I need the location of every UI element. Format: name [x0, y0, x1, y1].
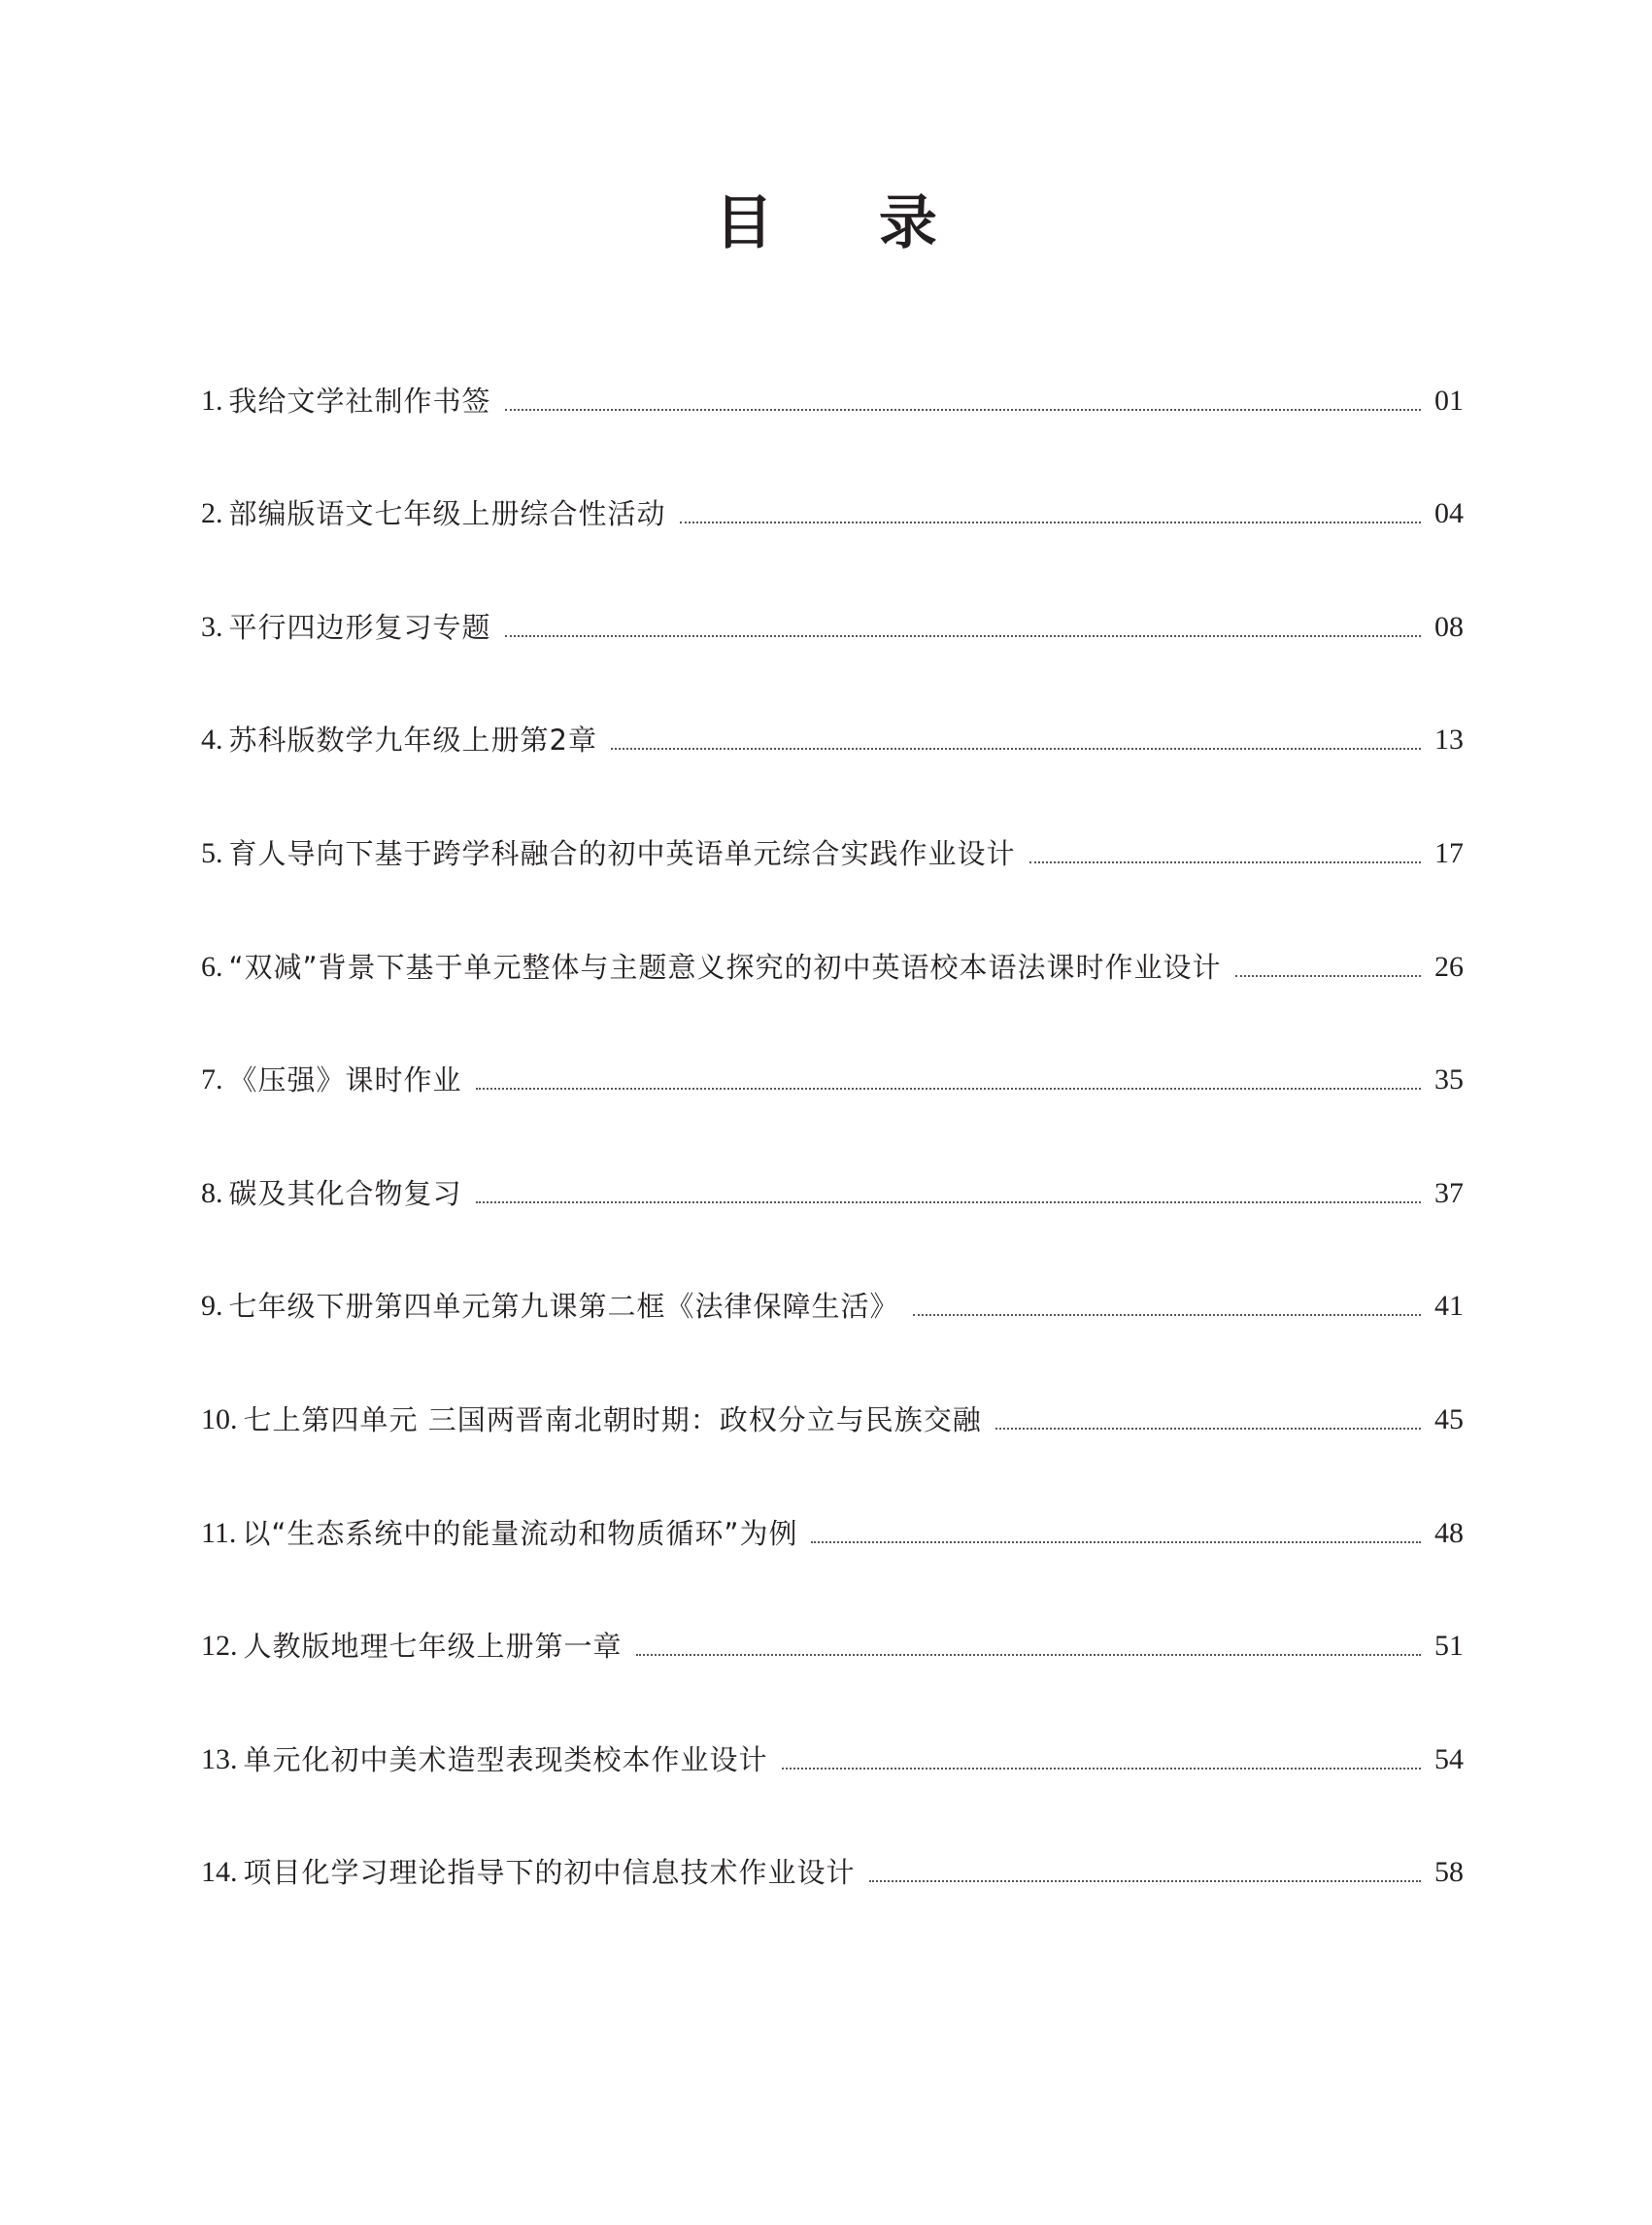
entry-title: 《压强》课时作业 [228, 1063, 462, 1097]
entry-title: 苏科版数学九年级上册第2章 [228, 724, 597, 758]
entry-title: 七上第四单元 三国两晋南北朝时期：政权分立与民族交融 [243, 1402, 982, 1436]
toc-entry[interactable] [201, 993, 1464, 1106]
toc-entry[interactable] [201, 1785, 1464, 1899]
entry-page-number: 08 [1434, 610, 1464, 643]
entry-number: 12. [201, 1630, 238, 1663]
toc-entry[interactable] [201, 1671, 1464, 1785]
dot-leader [636, 1654, 1421, 1656]
entry-title: 平行四边形复习专题 [228, 610, 491, 644]
entry-number: 4. [201, 724, 223, 757]
page-title: 目 录 [715, 189, 980, 257]
entry-title: 人教版地理七年级上册第一章 [243, 1630, 623, 1664]
entry-number: 8. [201, 1176, 223, 1209]
toc-entry[interactable] [201, 1559, 1464, 1672]
entry-number: 10. [201, 1402, 238, 1435]
toc-entry[interactable] [201, 1332, 1464, 1445]
entry-number: 13. [201, 1742, 238, 1775]
entry-number: 1. [201, 384, 223, 417]
entry-page-number: 13 [1434, 724, 1464, 757]
entry-title: 碳及其化合物复习 [228, 1176, 462, 1210]
dot-leader [811, 1541, 1421, 1543]
entry-title: 单元化初中美术造型表现类校本作业设计 [243, 1742, 768, 1776]
entry-page-number: 04 [1434, 497, 1464, 530]
dot-leader [782, 1768, 1421, 1770]
entry-page-number: 51 [1434, 1630, 1464, 1663]
dot-leader [995, 1428, 1421, 1430]
toc-entry[interactable] [201, 1445, 1464, 1559]
dot-leader [680, 522, 1421, 523]
toc-entry[interactable] [201, 653, 1464, 766]
entry-number: 5. [201, 836, 223, 869]
entry-title: 部编版语文七年级上册综合性活动 [228, 497, 666, 531]
toc-entry[interactable] [201, 1105, 1464, 1219]
entry-number: 9. [201, 1290, 223, 1323]
toc-entry[interactable] [201, 765, 1464, 879]
entry-page-number: 58 [1434, 1856, 1464, 1889]
dot-leader [476, 1088, 1421, 1090]
toc-entry[interactable] [201, 539, 1464, 653]
entry-number: 11. [201, 1516, 237, 1549]
entry-page-number: 17 [1434, 836, 1464, 869]
dot-leader [476, 1201, 1421, 1203]
entry-page-number: 26 [1434, 950, 1464, 983]
entry-number: 6. [201, 950, 223, 983]
entry-number: 3. [201, 610, 223, 643]
entry-page-number: 37 [1434, 1176, 1464, 1209]
dot-leader [505, 635, 1421, 637]
entry-number: 14. [201, 1856, 238, 1889]
dot-leader [1235, 975, 1421, 977]
dot-leader [913, 1314, 1421, 1316]
entry-number: 2. [201, 497, 223, 530]
dot-leader [869, 1880, 1421, 1882]
toc-entry[interactable] [201, 879, 1464, 993]
dot-leader [1029, 861, 1421, 863]
entry-page-number: 35 [1434, 1063, 1464, 1096]
entry-title: “双减”背景下基于单元整体与主题意义探究的初中英语校本语法课时作业设计 [228, 950, 1222, 984]
entry-title: 项目化学习理论指导下的初中信息技术作业设计 [243, 1856, 856, 1890]
entry-title: 育人导向下基于跨学科融合的初中英语单元综合实践作业设计 [228, 836, 1016, 870]
toc-entry[interactable] [201, 1219, 1464, 1332]
entry-page-number: 45 [1434, 1402, 1464, 1435]
entry-title: 我给文学社制作书签 [228, 384, 491, 418]
entry-page-number: 48 [1434, 1516, 1464, 1549]
entry-page-number: 41 [1434, 1290, 1464, 1323]
table-of-contents [201, 313, 1464, 1898]
entry-number: 7. [201, 1063, 223, 1096]
entry-page-number: 54 [1434, 1742, 1464, 1775]
entry-title: 以“生态系统中的能量流动和物质循环”为例 [242, 1516, 798, 1550]
entry-title: 七年级下册第四单元第九课第二框《法律保障生活》 [228, 1290, 899, 1324]
toc-entry[interactable] [201, 426, 1464, 540]
dot-leader [505, 409, 1421, 411]
dot-leader [611, 748, 1421, 750]
toc-entry[interactable] [201, 313, 1464, 426]
entry-page-number: 01 [1434, 384, 1464, 417]
